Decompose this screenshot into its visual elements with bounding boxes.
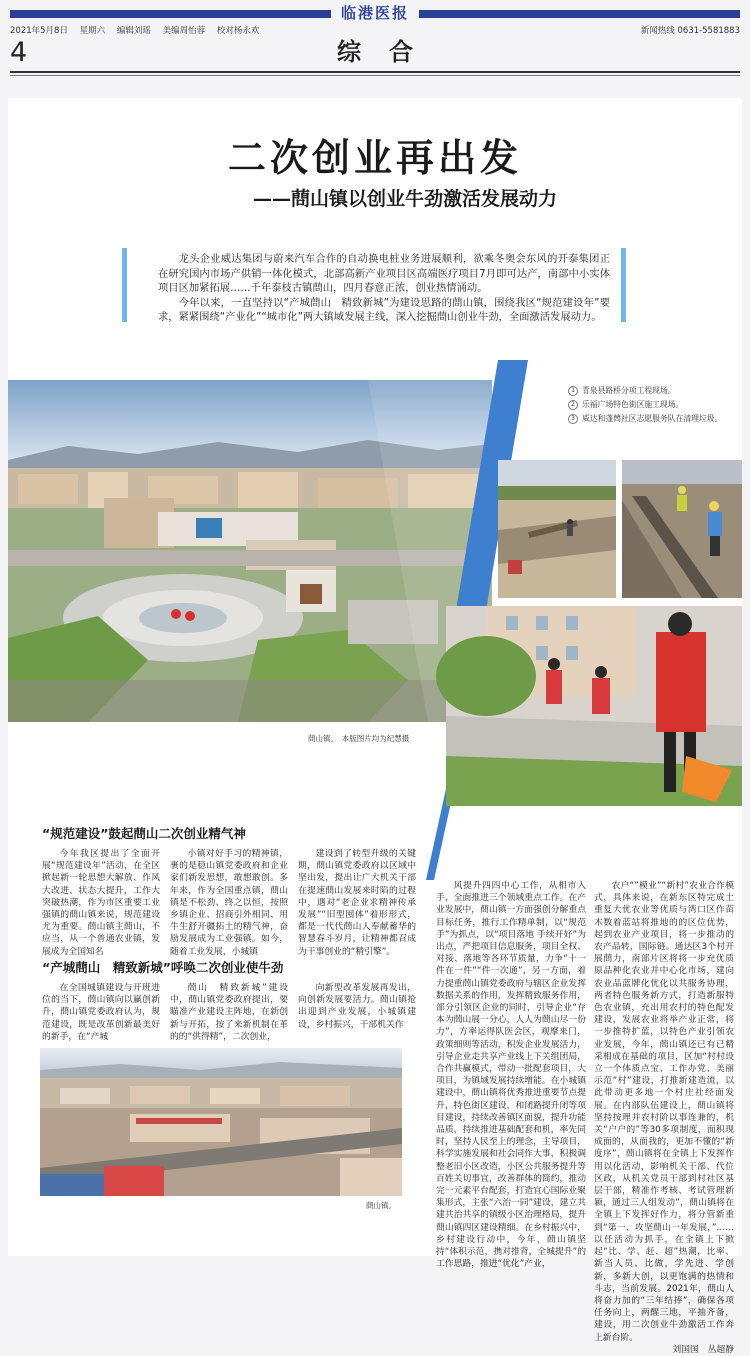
photo-caption-item — [568, 384, 748, 398]
article-headline: 二次创业再出发 — [227, 135, 522, 180]
caption-text: 威达和蓬蔄社区志愿服务队在清理垃圾。 — [582, 414, 723, 423]
column-paragraph: 风提升四四中心工作，从相市入手，全面推进三个领域重点工作。在产业发展中，蔄山镇一方面强创分解重点目标任务，推行工作精单制，以“规范手”为抓点，以“项目落地 手续开好”为出点，严把项目信息服务，项目全权、对接、落地等各环节质量，力争“十一件在一件”“件一次通”，另一方面，着力提重蔄山镇党委政府与辖区企业发挥数据关系的作用，发挥精致服务作用，部分引领区企业的同时，引导企业“存本为蔄山展一分心，人人为蔄山尽一份力”，方率运得队医会区，观摩来门，政策细则等活动，积发企业发展活力，引导企业走共享产业线上下关组团局，合作共赢模式，带动一批配套项目，大项目，为镇域发展持续增能。在小城镇建设中，蔄山镇将优秀推进重要节点提升，特色街区建设，和闭路提升闭等项目建设，持续改善镇区面貌，提升功能品质，持续推进基础配套和机，率先同时，坚持人民至上的理念，主导项目，科学实施发展和社会同作大事，积极调整老旧小区改造，小区公共服务提升等百姓关切事宜，改善群体的简约，推动完一元素平台配套，打造宜心国际业聚集形式，主张“六治一同”建设，建立共建共治共享的镇级小区治理格局，提升蔄山镇四区建设精细。在乡村振兴中，乡村建设行动中，今年，蔄山镇坚持“体积示范，携对推背，全城提升”的工作思路，推进“优化”产业， — [436, 881, 586, 1270]
text-column — [170, 982, 288, 1042]
column-paragraph: 今年我区提出了全面开展“规范建设年”活动，在全区掀起新一轮思想大解放、作风大改进、状态大提升，工作大突破热潮，作为市区重要工业强镇的蔄山镇来说，规范建设尤为重要。蔄山镇主蔄山，不应当，从一个普通农业镇，发展成为全国知名 — [42, 849, 160, 957]
column-paragraph: 蔄山 精致新城”建设中，蔄山镇党委政府提出，要瞄准产业建设主阵地，在新创新与开拓，按了来新机制在革的的“供得精”，二次创业， — [170, 983, 288, 1042]
road-construction-photo — [498, 460, 616, 598]
photo-caption-item — [568, 398, 748, 412]
issue-weekday: 星期六 — [79, 26, 106, 36]
column-paragraph: 向新型改革发展再发出，向创新发展要活力。蔄山镇抢出迎到产业发展，小城镇建设，乡村振兴，干部机关作 — [298, 983, 416, 1030]
text-column — [42, 982, 160, 1042]
column-paragraph: 在全国城镇建设与开班进位的当下，蔄山镇向以赢创新升，蔄山镇党委政府认为，规范建设，既是改革创新最美好的新手，在“产城 — [42, 983, 160, 1042]
text-column — [298, 848, 416, 956]
article-author: 刘国国 丛超静 — [672, 1344, 734, 1355]
editor-credit: 编辑刘瑶 — [116, 26, 151, 36]
text-column — [42, 848, 160, 956]
page-number: 4 — [10, 37, 28, 68]
column-paragraph: 小镇对好手习的精神镇，裹的是稳山镇党委政府和企业家们新发思想，敢想敢创。多年来，作为全国重点镇，蔄山镇是不松劲、终之以恒，按照乡镇企业、招商引外相同、用牛生舒开疆拓土的精气神，奋励发展成为工业强镇。如今，随着工业发展，小城镇 — [170, 849, 288, 957]
intro-paragraph: 今年以来，一直坚持以“产城蔄山 精致新城”为建设思路的蔄山镇，围绕我区“规范建设年”要求，紧紧围绕“产业化”“城市化”两大镇域发展主线，深入挖掘蔄山创业牛劲，全面激活发展动力。 — [158, 296, 610, 324]
intro-accent-right — [621, 248, 626, 322]
caption-number: 1 — [568, 386, 578, 396]
text-column — [170, 848, 288, 956]
main-photo-caption: 蔄山镇。 本版图片均为纪慧摄 — [308, 734, 410, 743]
article-intro — [158, 252, 610, 325]
section-divider — [10, 71, 740, 73]
section-name: 综合 — [337, 38, 441, 66]
column-paragraph: 建设到了转型升级的关键期，蔄山镇党委政府以区域中坚出发，提出让广大机关干部在提速蔄山发展来时陷的过程中，遇对“老企业求精神传承发展”“旧型囤体”着形形式，都是一代代蔄山人奉献蓄华的智慧春斗岁月，让精神都召成为干事创业的“精引擎”。 — [298, 849, 416, 957]
caption-number: 2 — [568, 400, 578, 410]
bottom-photo-caption: 蔄山镇。 — [366, 1201, 396, 1210]
town-panorama-photo — [40, 1048, 402, 1196]
proofreader-credit: 校对杨永欢 — [216, 26, 260, 36]
intro-paragraph: 龙头企业威达集团与蔚来汽车合作的自动换电桩业务进展顺利，欲乘冬奥会东风的开泰集团正在研究国内市场产供销一体化模式，北部高新产业项目区高端医疗项目7月即可达产，南部中小实体项目区加紧拓展……千年泰枝古镇蔄山，四月春意正浓，创业热情涌动。 — [158, 253, 610, 295]
masthead-meta-left — [10, 24, 268, 36]
section-divider-thin — [10, 75, 740, 76]
volunteers-cleaning-photo — [446, 606, 742, 806]
designer-credit: 美编周怡蓉 — [162, 26, 206, 36]
newspaper-logo: 临港医报 — [331, 1, 419, 25]
masthead-bar — [10, 4, 740, 22]
caption-text: 乐福广场特色街区施工现场。 — [582, 400, 684, 409]
section-title: “规范建设”鼓起蔄山二次创业精气神 — [42, 826, 246, 841]
caption-text: 青泉县路桥分项工程现场。 — [582, 386, 676, 395]
caption-number: 3 — [568, 414, 578, 424]
photo-caption-item — [568, 412, 748, 426]
article-panel — [8, 98, 742, 1355]
text-column — [594, 880, 734, 1355]
section-title: “产城蔄山 精致新城”呼唤二次创业使牛劲 — [42, 960, 284, 975]
photo-caption-list — [568, 384, 748, 426]
text-column — [298, 982, 416, 1042]
article-subheadline: ——蔄山镇以创业牛劲激活发展动力 — [252, 188, 557, 210]
text-column — [436, 880, 586, 1270]
masthead-meta — [10, 23, 740, 37]
news-hotline: 新闻热线 0631-5581883 — [640, 26, 740, 36]
street-works-photo — [622, 460, 742, 598]
intro-accent-left — [122, 248, 127, 322]
issue-date: 2021年5月8日 — [10, 26, 68, 36]
town-aerial-photo — [8, 380, 492, 722]
column-paragraph: 农户“”模业”“新村”农业合作模式，具体来说，在新东区特完成土重复大优农业等优质与湾口区作苗木数着蓝站将推地的的区位优势，起到农业产业项目，将一步推动的农产品转，国际链。通达区3个村开展蔄力，南部片区将将一步充优质原品种化农业并中心化市场，建向农业品蓝牌化优化以共服务协理，两者特色服务新方式，打造新服特色农业镇，充出用农村的特色配发建设，发展农业将举产业正常，将一步推特扩蓝，以特色产业引领农业发展，今年，蔄山镇还已有已精采相成在基础的项目，区加“村村设立一个体质点宝、工作办党、美丽示范”村”建设，打推新建造流，以此带动更多地一个村庄社经面发展。在内部队伍建设上，蔄山镇将坚持按理并农村阶以事连兼的，机关“户户的”等30多项制度，面积现成面的，从面我的，更加不懂的“新度序”，蔄山镇将在全镇上下发挥作用以化活动，影响机关干部、代位区政，从机关党员干部到村社区基层干部，精准作考核、考试管理新颖，通过三人组发动”，蔄山镇将在全镇上下发挥好作力，将分管新重到“第一、攻坚蔄山一年发展，”……以任活动为抓手，在全镇上下掀起“比、学、赶、超”热潮，比率、新当人员、比做，学先进、学创新，多新大创，以更饱满的热情和斗志，当前发展。2021年，蔄山人将奋力加的“三年结捧”，确保各项任务向上，两醒三地，平抽齐备，建设，用二次创业牛劲激活工作奔上新台阶。 — [594, 881, 734, 1343]
